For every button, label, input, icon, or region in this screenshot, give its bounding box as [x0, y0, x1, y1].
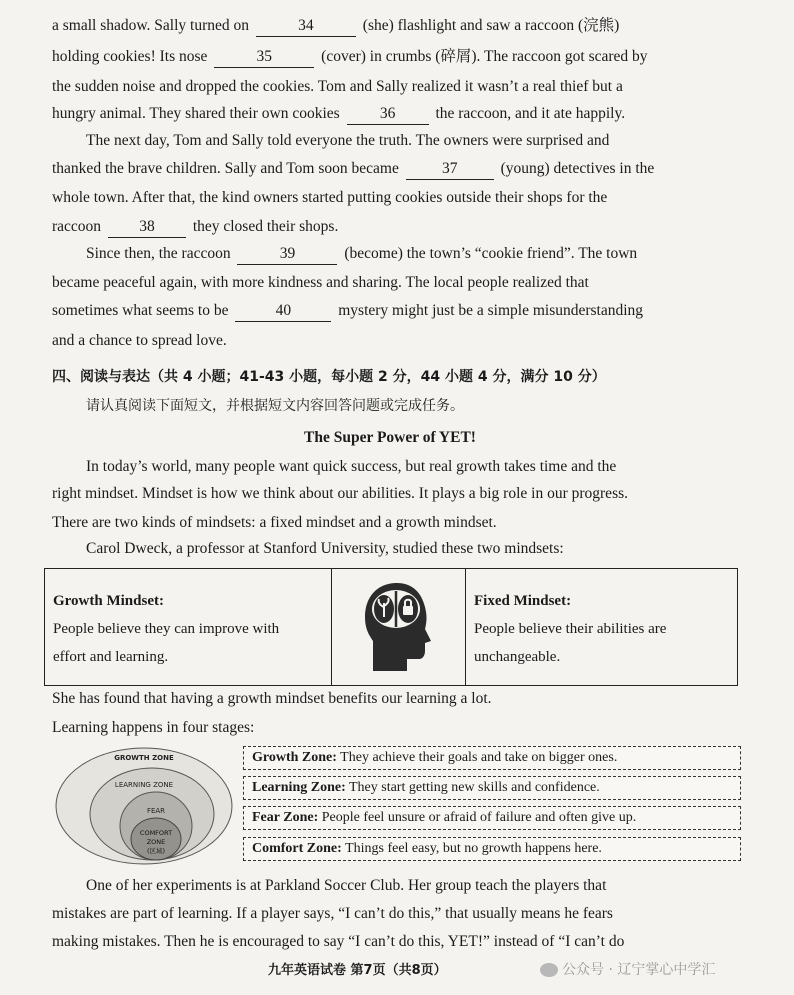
blank-34: 34: [256, 16, 356, 37]
watermark: 公众号 · 辽宁掌心中学汇: [540, 959, 715, 979]
fixed-mindset-text-2: unchangeable.: [474, 649, 561, 665]
zone-growth: Growth Zone: They achieve their goals and take on bigger ones.: [243, 746, 741, 770]
fixed-mindset-cell: [466, 569, 737, 685]
article-para-3: There are two kinds of mindsets: a fixed mindset and a growth mindset.: [52, 514, 497, 531]
article-para-4: Carol Dweck, a professor at Stanford University, studied these two mindsets:: [86, 540, 564, 557]
passage-line-11: sometimes what seems to be 40 mystery might just be a simple misunderstanding: [52, 301, 643, 322]
article-para-2: right mindset. Mindset is how we think about our abilities. It plays a big role in our progress.: [52, 485, 629, 502]
passage-line-12: and a chance to spread love.: [52, 332, 227, 349]
blank-38: 38: [108, 217, 186, 238]
article-para-9: making mistakes. Then he is encouraged to say “I can’t do this, YET!” instead of “I can’t do: [52, 933, 625, 950]
passage-line-2: holding cookies! Its nose 35 (cover) in crumbs (碎屑). The raccoon got scared by: [52, 47, 648, 68]
blank-37: 37: [406, 159, 494, 180]
passage-line-9: Since then, the raccoon 39 (become) the town’s “cookie friend”. The town: [86, 244, 637, 265]
fear-zone-label: FEAR: [146, 807, 166, 815]
blank-39: 39: [237, 244, 337, 265]
blank-36: 36: [347, 104, 429, 125]
passage-line-4: hungry animal. They shared their own cookies 36 the raccoon, and it ate happily.: [52, 104, 625, 125]
passage-line-5: The next day, Tom and Sally told everyone the truth. The owners were surprised and: [86, 132, 610, 149]
zone-learning: Learning Zone: They start getting new skills and confidence.: [243, 776, 741, 800]
article-para-8: mistakes are part of learning. If a player says, “I can’t do this,” that usually means he fears: [52, 905, 613, 922]
growth-mindset-cell: [45, 569, 332, 685]
comfort-zone-label-1: COMFORT: [139, 829, 173, 837]
zone-comfort: Comfort Zone: Things feel easy, but no growth happens here.: [243, 837, 741, 861]
growth-mindset-text-1: People believe they can improve with: [53, 621, 280, 637]
zone-fear: Fear Zone: People feel unsure or afraid of failure and often give up.: [243, 806, 741, 830]
fixed-mindset-title: Fixed Mindset:: [474, 593, 572, 609]
passage-line-10: became peaceful again, with more kindness and sharing. The local people realized that: [52, 274, 589, 291]
growth-mindset-title: Growth Mindset:: [53, 593, 164, 609]
learning-zones-diagram: [52, 742, 240, 870]
section-heading: 四、阅读与表达（共 4 小题；41-43 小题，每小题 2 分，44 小题 4 分，满分 10 分）: [52, 369, 606, 385]
article-para-7: One of her experiments is at Parkland Soccer Club. Her group teach the players that: [86, 877, 607, 894]
passage-line-6: thanked the brave children. Sally and Tom soon became 37 (young) detectives in the: [52, 159, 654, 180]
fixed-mindset-text-1: People believe their abilities are: [474, 621, 667, 637]
section-instruction: 请认真阅读下面短文，并根据短文内容回答问题或完成任务。: [86, 398, 464, 414]
passage-line-7: whole town. After that, the kind owners started putting cookies outside their shops for the: [52, 189, 608, 206]
learning-zone-label: LEARNING ZONE: [114, 781, 174, 789]
head-image-cell: [332, 569, 466, 685]
blank-35: 35: [214, 47, 314, 68]
article-title: The Super Power of YET!: [304, 429, 476, 446]
wechat-icon: [540, 963, 558, 977]
article-para-5: She has found that having a growth mindset benefits our learning a lot.: [52, 690, 492, 707]
growth-mindset-text-2: effort and learning.: [53, 649, 169, 665]
growth-zone-label: GROWTH ZONE: [114, 754, 174, 762]
passage-line-1: a small shadow. Sally turned on 34 (she) flashlight and saw a raccoon (浣熊): [52, 16, 619, 37]
passage-line-3: the sudden noise and dropped the cookies. Tom and Sally realized it wasn’t a real thief but a: [52, 78, 623, 95]
article-para-6: Learning happens in four stages:: [52, 719, 255, 736]
mindset-table: [44, 568, 738, 686]
blank-40: 40: [235, 301, 331, 322]
head-brain-icon: [361, 579, 437, 675]
comfort-zone-label-2: ZONE: [146, 838, 166, 846]
passage-line-8: raccoon 38 they closed their shops.: [52, 217, 338, 238]
comfort-zone-label-3: (区域): [146, 847, 166, 855]
article-para-1: In today’s world, many people want quick success, but real growth takes time and the: [86, 458, 617, 475]
page-footer: 九年英语试卷 第7页（共8页）: [268, 963, 447, 978]
